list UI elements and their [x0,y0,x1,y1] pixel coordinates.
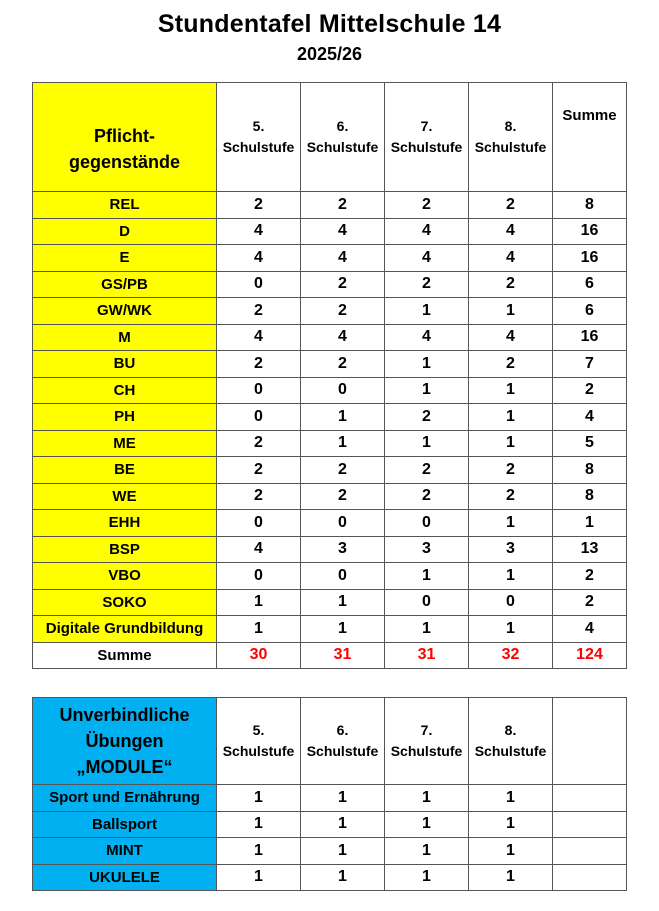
subject-label: Digitale Grundbildung [33,616,217,643]
hours-value: 2 [469,192,553,219]
hours-value: 1 [301,785,385,812]
hours-value: 4 [217,536,301,563]
hours-value: 2 [469,271,553,298]
module-label: Sport und Ernährung [33,785,217,812]
table-row [33,351,627,378]
empty-cell [553,785,627,812]
table-row [33,218,627,245]
hours-value: 2 [469,483,553,510]
total-value: 31 [385,642,469,669]
hours-value: 0 [469,589,553,616]
subject-label: REL [33,192,217,219]
empty-cell [553,838,627,865]
hours-value: 2 [385,271,469,298]
subject-label: E [33,245,217,272]
subject-label: SOKO [33,589,217,616]
module-label: Ballsport [33,811,217,838]
col-header-5: 5. Schulstufe [217,698,301,785]
hours-value: 0 [301,510,385,537]
hours-value: 1 [385,563,469,590]
row-sum: 5 [553,430,627,457]
subject-label: WE [33,483,217,510]
col-header-6: 6. Schulstufe [301,83,385,192]
module-corner-header: Unverbindliche Übungen „MODULE“ [33,698,217,785]
page-title: Stundentafel Mittelschule 14 [157,10,502,38]
hours-value: 1 [469,430,553,457]
hours-value: 4 [217,218,301,245]
hours-value: 4 [301,218,385,245]
hours-value: 1 [217,864,301,891]
subject-label: GS/PB [33,271,217,298]
table-row [33,864,627,891]
row-sum: 16 [553,324,627,351]
hours-value: 1 [217,838,301,865]
subject-label: ME [33,430,217,457]
hours-value: 2 [469,457,553,484]
hours-value: 2 [301,351,385,378]
hours-value: 4 [301,245,385,272]
table-row [33,563,627,590]
row-sum: 4 [553,404,627,431]
table-row [33,271,627,298]
col-header-8: 8. Schulstufe [469,698,553,785]
row-sum: 8 [553,192,627,219]
summe-header: Summe [553,83,627,192]
grand-total: 124 [553,642,627,669]
hours-value: 1 [469,838,553,865]
hours-value: 1 [217,616,301,643]
hours-value: 2 [385,483,469,510]
hours-value: 2 [217,351,301,378]
table-row [33,377,627,404]
pflicht-body [33,192,627,643]
hours-value: 1 [469,404,553,431]
hours-value: 1 [217,785,301,812]
col-header-7: 7. Schulstufe [385,83,469,192]
hours-value: 0 [385,510,469,537]
hours-value: 4 [217,245,301,272]
hours-value: 0 [217,377,301,404]
hours-value: 1 [469,510,553,537]
row-sum: 8 [553,483,627,510]
table-row [33,245,627,272]
table-row [33,483,627,510]
module-body [33,785,627,891]
subject-label: BSP [33,536,217,563]
total-label: Summe [33,642,217,669]
hours-value: 2 [385,192,469,219]
hours-value: 1 [301,404,385,431]
hours-value: 1 [385,377,469,404]
row-sum: 1 [553,510,627,537]
hours-value: 0 [385,589,469,616]
pflicht-corner-header: Pflicht- gegenstände [33,83,217,192]
module-table [32,697,627,891]
subject-label: BU [33,351,217,378]
total-value: 32 [469,642,553,669]
row-sum: 6 [553,271,627,298]
col-header-8: 8. Schulstufe [469,83,553,192]
hours-value: 2 [301,483,385,510]
subject-label: EHH [33,510,217,537]
table-row [33,510,627,537]
row-sum: 2 [553,563,627,590]
table-row [33,457,627,484]
row-sum: 13 [553,536,627,563]
hours-value: 2 [217,192,301,219]
row-sum: 7 [553,351,627,378]
hours-value: 1 [469,785,553,812]
hours-value: 1 [217,811,301,838]
subject-label: D [33,218,217,245]
row-sum: 4 [553,616,627,643]
hours-value: 4 [385,245,469,272]
hours-value: 2 [301,271,385,298]
hours-value: 1 [385,864,469,891]
table-row [33,404,627,431]
module-header-row [33,698,627,785]
total-row [33,642,627,669]
hours-value: 1 [301,616,385,643]
row-sum: 16 [553,218,627,245]
hours-value: 1 [469,298,553,325]
col-header-6: 6. Schulstufe [301,698,385,785]
hours-value: 2 [217,430,301,457]
hours-value: 2 [217,457,301,484]
col-header-5: 5. Schulstufe [217,83,301,192]
hours-value: 1 [217,589,301,616]
module-label: UKULELE [33,864,217,891]
subject-label: M [33,324,217,351]
table-row [33,616,627,643]
hours-value: 1 [469,811,553,838]
subject-label: GW/WK [33,298,217,325]
total-value: 30 [217,642,301,669]
hours-value: 0 [217,510,301,537]
hours-value: 1 [385,785,469,812]
hours-value: 1 [469,864,553,891]
row-sum: 6 [553,298,627,325]
pflicht-header-row [33,83,627,192]
hours-value: 2 [301,457,385,484]
hours-value: 3 [301,536,385,563]
hours-value: 2 [301,192,385,219]
hours-value: 3 [385,536,469,563]
hours-value: 1 [301,811,385,838]
hours-value: 1 [469,563,553,590]
hours-value: 2 [301,298,385,325]
subject-label: BE [33,457,217,484]
row-sum: 2 [553,377,627,404]
hours-value: 1 [385,838,469,865]
subject-label: VBO [33,563,217,590]
row-sum: 16 [553,245,627,272]
hours-value: 1 [301,838,385,865]
hours-value: 2 [469,351,553,378]
empty-cell [553,864,627,891]
hours-value: 2 [385,457,469,484]
table-row [33,430,627,457]
hours-value: 1 [469,616,553,643]
hours-value: 1 [301,430,385,457]
row-sum: 2 [553,589,627,616]
hours-value: 1 [301,864,385,891]
table-row [33,589,627,616]
subject-label: PH [33,404,217,431]
table-row [33,838,627,865]
hours-value: 1 [385,351,469,378]
table-row [33,536,627,563]
hours-value: 0 [217,563,301,590]
school-year: 2025/26 [296,44,363,64]
hours-value: 1 [385,298,469,325]
hours-value: 3 [469,536,553,563]
hours-value: 0 [301,377,385,404]
empty-header-cell [553,698,627,785]
hours-value: 4 [217,324,301,351]
hours-value: 1 [385,430,469,457]
hours-value: 4 [469,245,553,272]
hours-value: 1 [385,811,469,838]
hours-value: 0 [301,563,385,590]
hours-value: 4 [469,324,553,351]
hours-value: 2 [385,404,469,431]
row-sum: 8 [553,457,627,484]
hours-value: 1 [301,589,385,616]
hours-value: 0 [217,271,301,298]
hours-value: 0 [217,404,301,431]
hours-value: 1 [469,377,553,404]
module-label: MINT [33,838,217,865]
total-value: 31 [301,642,385,669]
empty-cell [553,811,627,838]
table-row [33,324,627,351]
table-row [33,785,627,812]
pflicht-table [32,82,627,669]
hours-value: 4 [469,218,553,245]
table-row [33,811,627,838]
subject-label: CH [33,377,217,404]
hours-value: 4 [385,324,469,351]
hours-value: 4 [385,218,469,245]
hours-value: 2 [217,483,301,510]
col-header-7: 7. Schulstufe [385,698,469,785]
hours-value: 1 [385,616,469,643]
table-row [33,192,627,219]
hours-value: 2 [217,298,301,325]
hours-value: 4 [301,324,385,351]
table-row [33,298,627,325]
